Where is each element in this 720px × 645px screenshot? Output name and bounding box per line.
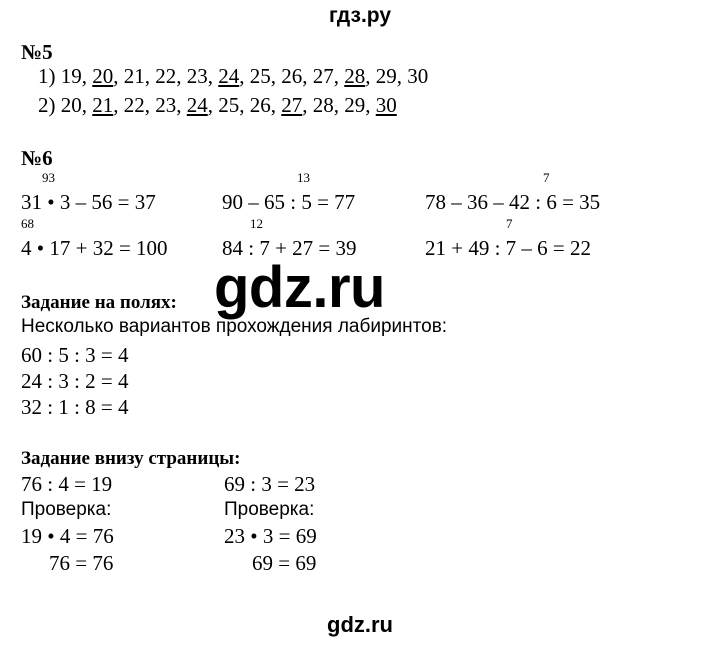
task6-order-mark: 7 xyxy=(506,216,513,231)
sequence-number: 30 xyxy=(375,93,397,117)
sequence-number: 26 xyxy=(281,64,303,88)
task6-order-mark: 12 xyxy=(250,216,263,231)
margin-task-title: Задание на полях: xyxy=(21,292,177,313)
sequence-number: 25 xyxy=(218,93,240,117)
watermark: gdz.ru xyxy=(214,255,385,320)
task6-title: №6 xyxy=(21,146,53,170)
check-label: Проверка: xyxy=(21,499,112,520)
check-result: 69 = 69 xyxy=(252,551,317,575)
task6-expression: 84 : 7 + 27 = 39 xyxy=(222,236,357,260)
task6-expression: 21 + 49 : 7 – 6 = 22 xyxy=(425,236,592,260)
task6-expression: 78 – 36 – 42 : 6 = 35 xyxy=(425,190,601,214)
site-header-title: гдз.ру xyxy=(328,4,392,27)
sequence-number: 29 xyxy=(375,64,397,88)
margin-task-line: 24 : 3 : 2 = 4 xyxy=(21,369,129,393)
task6-order-mark: 93 xyxy=(42,170,55,185)
sequence-number: 23 xyxy=(155,93,177,117)
task6-order-mark: 13 xyxy=(297,170,310,185)
margin-task-line: 60 : 5 : 3 = 4 xyxy=(21,343,129,367)
sequence-number: 27 xyxy=(281,93,303,117)
sequence-number: 24 xyxy=(218,64,240,88)
task6-expression: 4 • 17 + 32 = 100 xyxy=(21,236,168,260)
task6-order-mark: 68 xyxy=(21,216,34,231)
check-expression: 23 • 3 = 69 xyxy=(224,524,317,548)
sequence-number: 21 xyxy=(92,93,114,117)
sequence-number: 29 xyxy=(344,93,366,117)
bottom-task-expression: 69 : 3 = 23 xyxy=(224,472,316,496)
sequence-number: 26 xyxy=(249,93,271,117)
margin-task-line: 32 : 1 : 8 = 4 xyxy=(21,395,129,419)
row-prefix: 2) xyxy=(38,93,61,117)
site-footer-title: gdz.ru xyxy=(327,612,393,637)
task6-expression: 31 • 3 – 56 = 37 xyxy=(21,190,156,214)
sequence-number: 22 xyxy=(123,93,145,117)
task5-row-1: 1) 19, 20, 21, 22, 23, 24, 25, 26, 27, 28, 29, 30 xyxy=(38,64,429,88)
sequence-number: 20 xyxy=(92,64,114,88)
bottom-task-title: Задание внизу страницы: xyxy=(21,448,241,469)
task5-title: №5 xyxy=(21,40,53,64)
sequence-number: 28 xyxy=(344,64,366,88)
sequence-number: 28 xyxy=(312,93,334,117)
sequence-number: 30 xyxy=(407,64,429,88)
sequence-number: 24 xyxy=(186,93,208,117)
bottom-task-expression: 76 : 4 = 19 xyxy=(21,472,113,496)
sequence-number: 27 xyxy=(312,64,334,88)
check-label: Проверка: xyxy=(224,499,315,520)
sequence-number: 23 xyxy=(186,64,208,88)
check-result: 76 = 76 xyxy=(49,551,114,575)
check-expression: 19 • 4 = 76 xyxy=(21,524,114,548)
sequence-number: 25 xyxy=(249,64,271,88)
sequence-number: 19 xyxy=(60,64,82,88)
task5-row-2: 2) 20, 21, 22, 23, 24, 25, 26, 27, 28, 29, 30 xyxy=(38,93,397,117)
task6-expression: 90 – 65 : 5 = 77 xyxy=(222,190,356,214)
row-prefix: 1) xyxy=(38,64,61,88)
sequence-number: 22 xyxy=(155,64,177,88)
task6-order-mark: 7 xyxy=(543,170,550,185)
margin-task-subtitle: Несколько вариантов прохождения лабиринтов: xyxy=(21,316,448,337)
sequence-number: 21 xyxy=(123,64,145,88)
sequence-number: 20 xyxy=(60,93,82,117)
